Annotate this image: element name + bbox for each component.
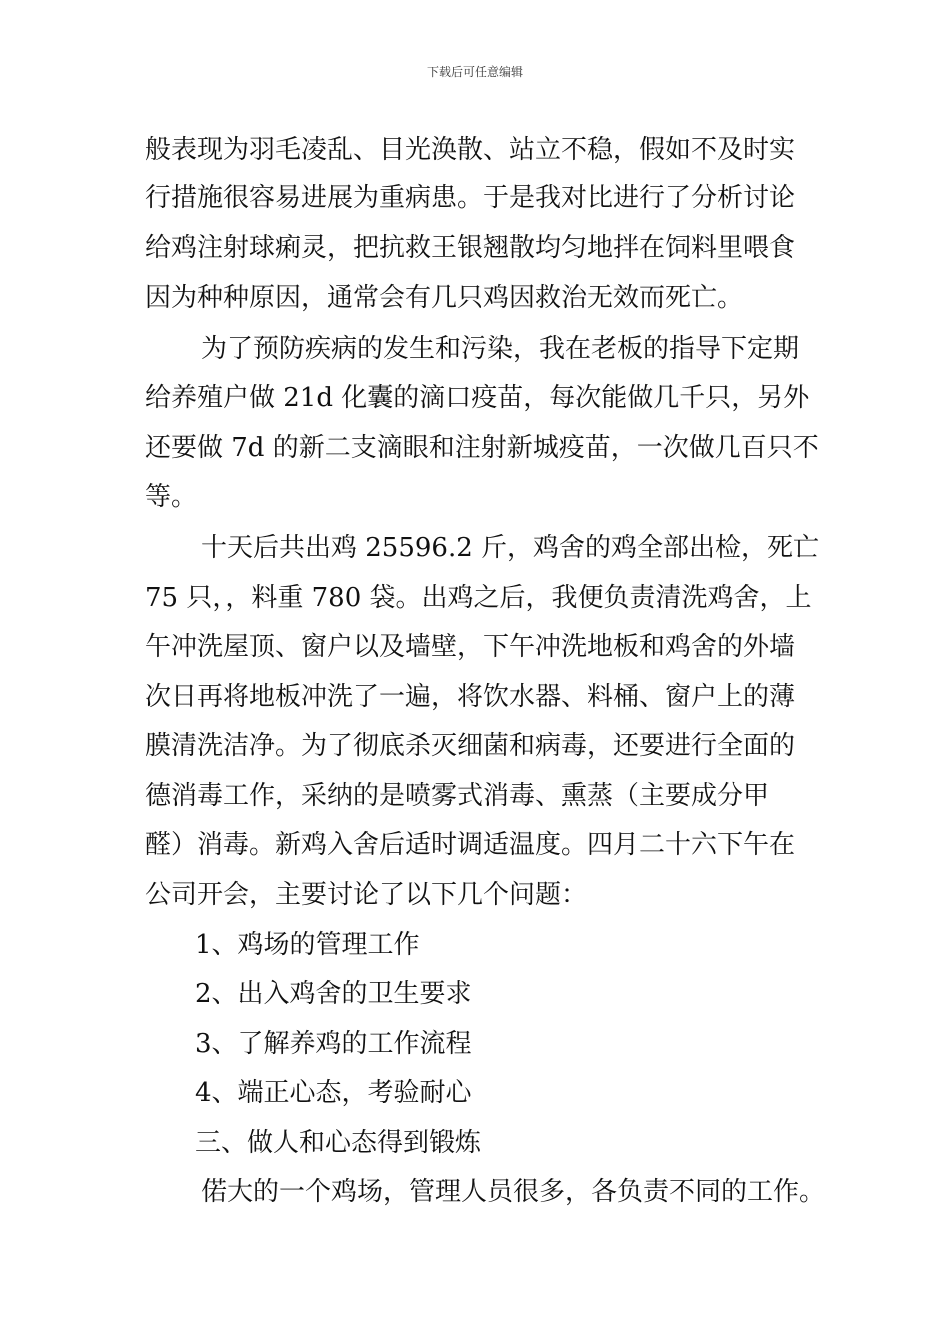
text-line: 行措施很容易进展为重病患。于是我对比进行了分析讨论: [145, 183, 796, 213]
page-header: 下载后可任意编辑: [426, 65, 523, 79]
text-line: 偌大的一个鸡场，管理人员很多，各负责不同的工作。: [201, 1177, 826, 1207]
text-line: 公司开会，主要讨论了以下几个问题：: [145, 880, 588, 910]
text-line: 膜清洗洁净。为了彻底杀灭细菌和病毒，还要进行全面的: [145, 731, 796, 761]
text-line: 还要做 7d 的新二支滴眼和注射新城疫苗，一次做几百只不: [145, 433, 819, 463]
list-item: 4、端正心态，考验耐心: [195, 1078, 472, 1108]
text-line: 醛）消毒。新鸡入舍后适时调适温度。四月二十六下午在: [145, 830, 796, 860]
list-item: 2、出入鸡舍的卫生要求: [195, 979, 472, 1009]
text-line: 给养殖户做 21d 化囊的滴口疫苗，每次能做几千只，另外: [145, 383, 810, 413]
text-line: 因为种种原因，通常会有几只鸡因救治无效而死亡。: [145, 283, 744, 313]
text-line: 德消毒工作，采纳的是喷雾式消毒、熏蒸（主要成分甲: [145, 781, 770, 811]
text-line: 为了预防疾病的发生和污染，我在老板的指导下定期: [201, 334, 800, 364]
list-item: 3、了解养鸡的工作流程: [195, 1029, 472, 1059]
text-line: 午冲洗屋顶、窗户以及墙壁，下午冲洗地板和鸡舍的外墙: [145, 632, 796, 662]
text-line: 等。: [145, 482, 198, 512]
list-item: 1、鸡场的管理工作: [195, 930, 420, 960]
text-line: 给鸡注射球痢灵，把抗救王银翘散均匀地拌在饲料里喂食: [145, 233, 796, 263]
text-line: 次日再将地板冲洗了一遍，将饮水器、料桶、窗户上的薄: [145, 682, 796, 712]
text-line: 般表现为羽毛凌乱、目光涣散、站立不稳，假如不及时实: [145, 135, 796, 165]
text-line: 75 只，，料重 780 袋。出鸡之后，我便负责清洗鸡舍，上: [145, 583, 812, 613]
section-heading: 三、做人和心态得到锻炼: [195, 1128, 482, 1158]
text-line: 十天后共出鸡 25596.2 斤，鸡舍的鸡全部出检，死亡: [201, 533, 820, 563]
